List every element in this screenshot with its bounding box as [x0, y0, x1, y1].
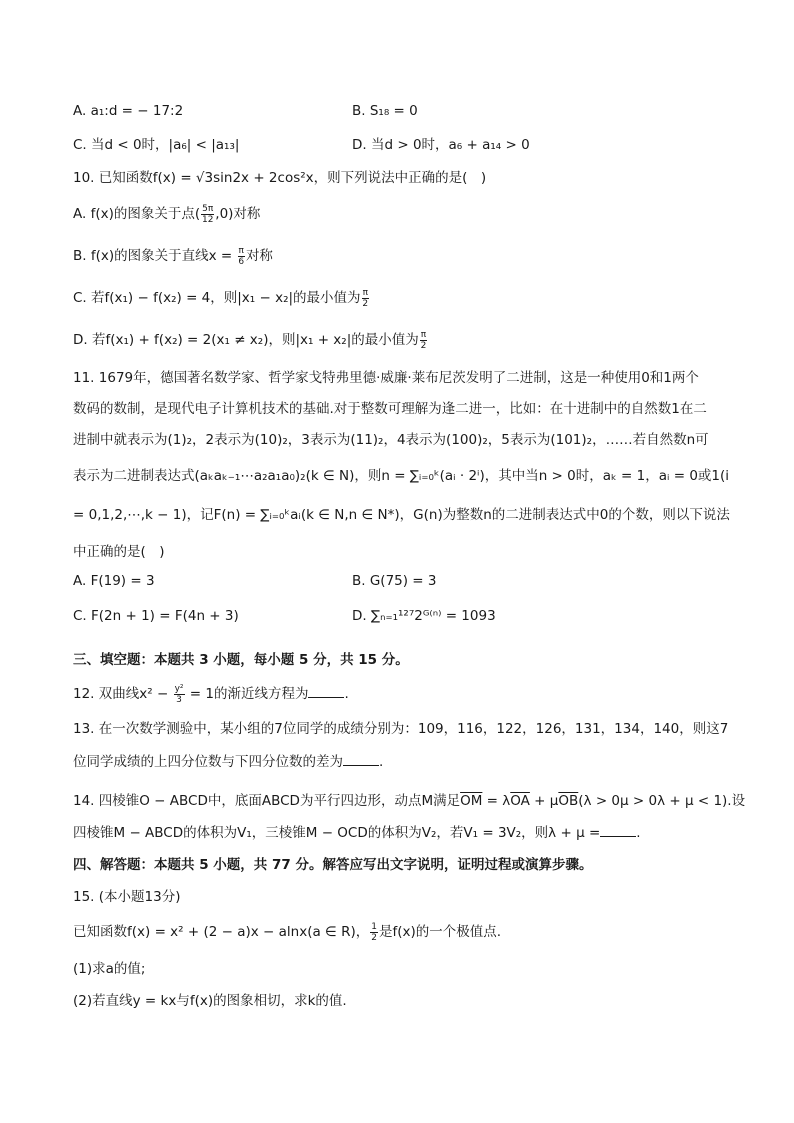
section-3-heading: 三、填空题：本题共 3 小题，每小题 5 分，共 15 分。	[73, 652, 409, 668]
fraction-numerator: π	[362, 287, 368, 298]
q13-line-2-text: 位同学成绩的上四分位数与下四分位数的差为	[73, 754, 343, 770]
q10-option-a-pre: A. f(x)的图象关于点(	[73, 206, 201, 222]
q11-line-1: 11. 1679年，德国著名数学家、哲学家戈特弗里德·威廉·莱布尼茨发明了二进制，这是一种使用0和1两个	[73, 370, 699, 386]
q11-option-d: D. ∑ₙ₌₁¹²⁷2ᴳ⁽ⁿ⁾ = 1093	[352, 608, 496, 624]
vector-oa: $\overline{OA}$	[510, 793, 530, 809]
q9-option-a: A. a₁:d = − 17:2	[73, 103, 184, 119]
q12	[73, 682, 349, 705]
q15-stem-b: 是f(x)的一个极值点.	[378, 924, 502, 940]
q10-option-d-pre: D. 若f(x₁) + f(x₂) = 2(x₁ ≠ x₂)，则|x₁ + x₂|的最小值为	[73, 332, 419, 348]
fraction-numerator: y²	[174, 683, 184, 694]
q10-option-a-fraction	[201, 204, 214, 225]
q11-line-3: 进制中就表示为(1)₂，2表示为(10)₂，3表示为(11)₂，4表示为(100)₂，5表示为(101)₂，……若自然数n可	[73, 432, 709, 448]
q10-option-b	[73, 244, 273, 267]
q13-line-1: 13. 在一次数学测验中，某小组的7位同学的成绩分别为：109，116，122，126，131，134，140，则这7	[73, 721, 729, 737]
q9-option-c: C. 当d < 0时，|a₆| < |a₁₃|	[73, 137, 240, 153]
q11-line-2: 数码的数制，是现代电子计算机技术的基础.对于整数可理解为逢二进一，比如：在十进制中的自然数1在二	[73, 401, 707, 417]
q10-option-d	[73, 328, 428, 351]
q11-line-5: = 0,1,2,⋯,k − 1)，记F(n) = ∑ᵢ₌₀ᵏaᵢ(k ∈ N,n ∈ N*)，G(n)为整数n的二进制表达式中0的个数，则以下说法	[73, 507, 730, 523]
q9-option-b: B. S₁₈ = 0	[352, 103, 418, 119]
fraction-numerator: 5π	[202, 203, 214, 214]
q11-line-6: 中正确的是( )	[73, 544, 165, 560]
q12-fraction	[174, 684, 185, 705]
q15-part-1: (1)求a的值;	[73, 961, 146, 977]
q12-post: = 1的渐近线方程为	[185, 686, 309, 702]
q14-line-1	[73, 789, 745, 809]
q14-line-2-text: 四棱锥M − ABCD的体积为V₁，三棱锥M − OCD的体积为V₂，若V₁ = 3V₂，则λ + μ =	[73, 825, 601, 841]
q11-option-a: A. F(19) = 3	[73, 573, 155, 589]
answer-blank	[308, 696, 344, 698]
answer-blank	[343, 764, 379, 766]
fraction-denominator: 2	[362, 298, 369, 309]
q11-line-4: 表示为二进制表达式(aₖaₖ₋₁⋯a₂a₁a₀)₂(k ∈ N)，则n = ∑ᵢ₌₀ᵏ(aᵢ · 2ⁱ)，其中当n > 0时，aₖ = 1，aᵢ = 0或1(i	[73, 468, 730, 484]
fraction-numerator: π	[238, 245, 244, 256]
q14-eq: = λ	[482, 793, 511, 809]
fraction-numerator: π	[420, 329, 427, 340]
q15-part-2: (2)若直线y = kx与f(x)的图象相切，求k的值.	[73, 993, 347, 1009]
q10-option-d-fraction	[420, 330, 427, 351]
fraction-denominator: 12	[201, 214, 214, 225]
fraction-denominator: 3	[176, 694, 182, 705]
vector-ob: $\overline{OB}$	[558, 793, 579, 809]
q14-end: .	[636, 825, 641, 841]
fraction-denominator: 2	[420, 340, 427, 351]
fraction-denominator: 2	[371, 932, 377, 943]
q14-line-2	[73, 821, 641, 841]
q10-option-b-pre: B. f(x)的图象关于直线x =	[73, 248, 237, 264]
fraction-denominator: 6	[238, 256, 245, 267]
q12-end: .	[344, 686, 349, 702]
q10-option-c-fraction	[362, 288, 369, 309]
q14-line-1a: 14. 四棱锥O − ABCD中，底面ABCD为平行四边形，动点M满足	[73, 793, 461, 809]
q11-option-b: B. G(75) = 3	[352, 573, 437, 589]
q10-option-b-post: 对称	[245, 248, 273, 264]
q15-stem-a: 已知函数f(x) = x² + (2 − a)x − alnx(a ∈ R)，	[73, 924, 370, 940]
q12-pre: 12. 双曲线x² −	[73, 686, 173, 702]
q11-option-c: C. F(2n + 1) = F(4n + 3)	[73, 608, 239, 624]
q13-line-2	[73, 750, 383, 770]
q15-heading: 15. (本小题13分)	[73, 889, 181, 905]
q14-line-1b: (λ > 0μ > 0λ + μ < 1).设	[578, 793, 746, 809]
vector-om: $\overline{OM}$	[460, 793, 483, 809]
q10-option-b-fraction	[238, 246, 245, 267]
q9-option-d: D. 当d > 0时，a₆ + a₁₄ > 0	[352, 137, 530, 153]
q14-plus: + μ	[529, 793, 559, 809]
q13-end: .	[379, 754, 384, 770]
q10-option-a-post: ,0)对称	[215, 206, 261, 222]
section-4-heading: 四、解答题：本题共 5 小题，共 77 分。解答应写出文字说明，证明过程或演算步骤。	[73, 857, 593, 873]
q15-stem	[73, 920, 501, 943]
fraction-numerator: 1	[371, 921, 377, 932]
q10-option-c	[73, 286, 370, 309]
q15-fraction	[370, 922, 378, 943]
q10-option-c-pre: C. 若f(x₁) − f(x₂) = 4，则|x₁ − x₂|的最小值为	[73, 290, 361, 306]
answer-blank	[600, 835, 636, 837]
q10-option-a	[73, 202, 260, 225]
q10-stem: 10. 已知函数f(x) = √3sin2x + 2cos²x，则下列说法中正确的是( )	[73, 170, 487, 186]
